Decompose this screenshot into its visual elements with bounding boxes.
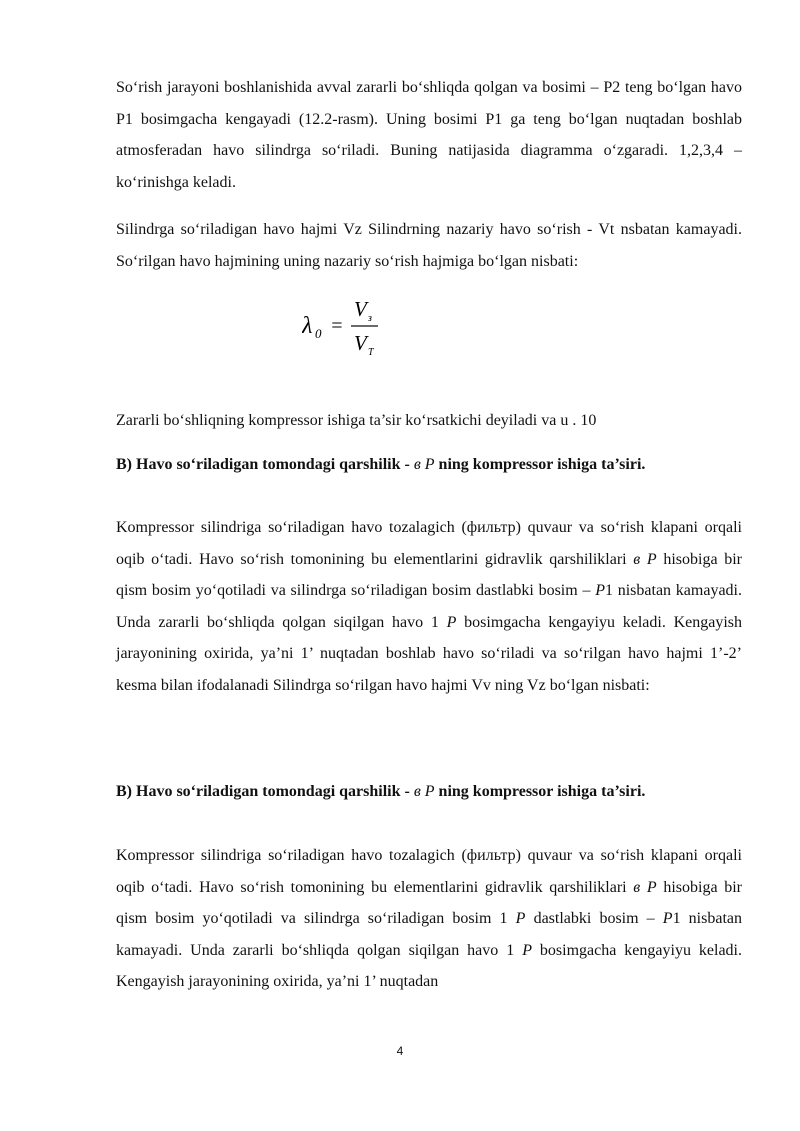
formula-denominator-sub: T [368, 347, 374, 358]
paragraph-3: Zararli bo‘shliqning kompressor ishiga ta’sir ko‘rsatkichi deyiladi va u . 10 [116, 412, 597, 429]
paragraph-1: So‘rish jarayoni boshlanishida avval zararli bo‘shliqda qolgan va bosimi – P2 teng bo‘lgan havo P1 bosimgacha kengayadi (12.2-rasm). Uning bosimi P1 ga teng bo‘lgan nuqtadan boshlab atmosferadan havo silindrga so‘riladi. Buning natijasida diagramma o‘zgaradi. 1,2,3,4 – ko‘rinishga keladi. [116, 79, 742, 191]
formula-lambda: λ [302, 313, 313, 339]
formula-lambda-sub: 0 [315, 326, 322, 341]
paragraph-4: Kompressor silindriga so‘riladigan havo tozalagich (фильтр) quvaur va so‘rish klapani orqali oqib o‘tadi. Havo so‘rish tomonining bu elementlarini gidravlik qarshiliklari в P hisobiga bir qism bosim yo‘qotiladi va silindrga so‘riladigan bosim dastlabki bosim – P1 nisbatan kamayadi. Unda zararli bo‘shliqda qolgan siqilgan havo 1 P bosimgacha kengayiyu keladi. Kengayish jarayonining oxirida, ya’ni 1’ nuqtadan boshlab havo so‘riladi va so‘rilgan havo hajmi 1’-2’ kesma bilan ifodalanadi Silindrga so‘rilgan havo hajmi Vv ning Vz bo‘lgan nisbati: [116, 519, 743, 694]
formula-numerator-sub: з [368, 313, 372, 324]
formula-equals: = [330, 315, 344, 337]
lambda-formula [302, 290, 392, 360]
section-heading-1: B) Havo so‘riladigan tomondagi qarshilik - в P ning kompressor ishiga ta’siri. [116, 456, 646, 473]
formula-numerator: V [354, 297, 367, 321]
formula-denominator: V [354, 331, 367, 355]
section-heading-2: B) Havo so‘riladigan tomondagi qarshilik - в P ning kompressor ishiga ta’siri. [116, 783, 646, 800]
page-number: 4 [396, 1044, 404, 1058]
paragraph-2: Silindrga so‘riladigan havo hajmi Vz Silindrning nazariy havo so‘rish - Vt nsbatan kamayadi. So‘rilgan havo hajmining uning nazariy so‘rish hajmiga bo‘lgan nisbati: [116, 221, 742, 270]
paragraph-5: Kompressor silindriga so‘riladigan havo tozalagich (фильтр) quvaur va so‘rish klapani orqali oqib o‘tadi. Havo so‘rish tomonining bu elementlarini gidravlik qarshiliklari в P hisobiga bir qism bosim yo‘qotiladi va silindrga so‘riladigan bosim 1 P dastlabki bosim – P1 nisbatan kamayadi. Unda zararli bo‘shliqda qolgan siqilgan havo 1 P bosimgacha kengayiyu keladi. Kengayish jarayonining oxirida, ya’ni 1’ nuqtadan [116, 847, 742, 990]
